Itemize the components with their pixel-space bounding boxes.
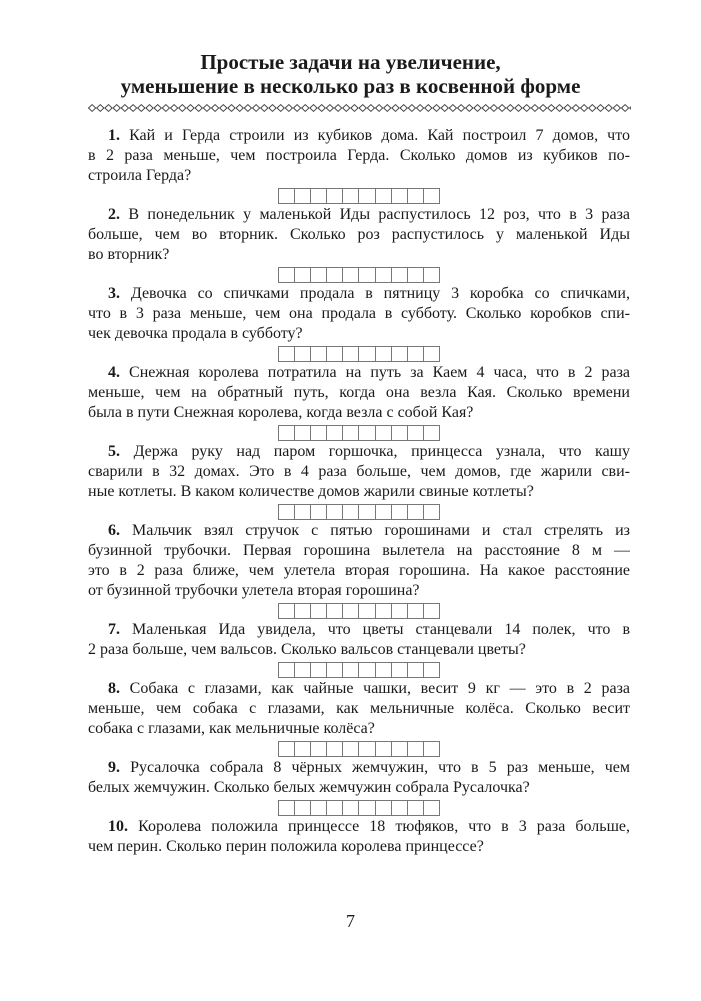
answer-cell[interactable] xyxy=(392,663,408,677)
problem-text: сварили в 32 домах. Это в 4 раза больше, чем домов, где жарили сви- xyxy=(88,463,630,480)
problem-number: 2. xyxy=(108,206,120,223)
answer-cell[interactable] xyxy=(392,801,408,815)
problem-number: 7. xyxy=(108,621,120,638)
answer-cell[interactable] xyxy=(279,426,295,440)
problem-list xyxy=(88,126,630,857)
problem-text-line xyxy=(88,817,630,837)
answer-cell[interactable] xyxy=(327,268,343,282)
answer-cell[interactable] xyxy=(311,663,327,677)
answer-cell[interactable] xyxy=(376,189,392,203)
problem-text-line xyxy=(88,166,630,186)
answer-cell[interactable] xyxy=(424,801,439,815)
problem-text: Девочка со спичками продала в пятницу 3 коробка со спичками, xyxy=(130,285,630,302)
problem-text-line xyxy=(88,304,630,324)
answer-cell[interactable] xyxy=(408,604,424,618)
answer-cell[interactable] xyxy=(279,663,295,677)
problem xyxy=(88,284,630,362)
answer-cell[interactable] xyxy=(359,189,375,203)
answer-boxes[interactable] xyxy=(278,188,440,204)
answer-cell[interactable] xyxy=(392,604,408,618)
answer-cell[interactable] xyxy=(392,505,408,519)
answer-cell[interactable] xyxy=(424,426,439,440)
answer-cell[interactable] xyxy=(424,189,439,203)
problem xyxy=(88,679,630,757)
problem-number: 10. xyxy=(108,818,128,835)
answer-cell[interactable] xyxy=(408,268,424,282)
problem-text-line xyxy=(88,205,630,225)
problem xyxy=(88,521,630,619)
problem-text: строила Герда? xyxy=(88,167,192,184)
answer-boxes[interactable] xyxy=(278,346,440,362)
problem-number: 3. xyxy=(108,285,120,302)
problem-text-line xyxy=(88,383,630,403)
answer-cell[interactable] xyxy=(424,742,439,756)
answer-cell[interactable] xyxy=(311,801,327,815)
answer-cell[interactable] xyxy=(343,604,359,618)
problem-number: 4. xyxy=(108,364,120,381)
problem-text: меньше, чем на обратный путь, когда она везла Кая. Сколько времени xyxy=(88,384,630,401)
problem-text: Собака с глазами, как чайные чашки, весит 9 кг — это в 2 раза xyxy=(129,680,630,697)
answer-cell[interactable] xyxy=(327,742,343,756)
answer-cell[interactable] xyxy=(376,347,392,361)
answer-cell[interactable] xyxy=(359,426,375,440)
answer-cell[interactable] xyxy=(424,663,439,677)
answer-cell[interactable] xyxy=(408,189,424,203)
answer-cell[interactable] xyxy=(376,505,392,519)
problem-number: 9. xyxy=(108,759,120,776)
problem-text: Королева положила принцессе 18 тюфяков, что в 3 раза больше, xyxy=(138,818,630,835)
problem xyxy=(88,205,630,283)
answer-cell[interactable] xyxy=(327,801,343,815)
problem-text: бузинной трубочки. Первая горошина вылетела на расстояние 8 м — xyxy=(88,542,630,559)
problem-text: белых жемчужин. Сколько белых жемчужин собрала Русалочка? xyxy=(88,779,530,796)
problem-text-line xyxy=(88,837,630,857)
problem-text: от бузинной трубочки улетела вторая горошина? xyxy=(88,582,420,599)
answer-boxes[interactable] xyxy=(278,425,440,441)
answer-cell[interactable] xyxy=(424,604,439,618)
problem-number: 6. xyxy=(108,522,120,539)
problem xyxy=(88,817,630,857)
problem xyxy=(88,442,630,520)
answer-cell[interactable] xyxy=(408,426,424,440)
answer-cell[interactable] xyxy=(295,268,311,282)
problem-text: собака с глазами, как мельничные колёса? xyxy=(88,720,375,737)
problem-text-line xyxy=(88,679,630,699)
answer-cell[interactable] xyxy=(295,426,311,440)
problem-text: Кай и Герда строили из кубиков дома. Кай построил 7 домов, что xyxy=(129,127,630,144)
problem-text: чем перин. Сколько перин положила королева принцессе? xyxy=(88,838,484,855)
answer-cell[interactable] xyxy=(311,426,327,440)
answer-boxes[interactable] xyxy=(278,603,440,619)
answer-cell[interactable] xyxy=(311,505,327,519)
problem-text-line xyxy=(88,561,630,581)
answer-cell[interactable] xyxy=(295,801,311,815)
problem-text: во вторник? xyxy=(88,246,170,263)
problem-text: в 2 раза меньше, чем построила Герда. Сколько домов из кубиков по- xyxy=(88,147,630,164)
title-line: уменьшение в несколько раз в косвенной форме xyxy=(120,74,581,98)
answer-cell[interactable] xyxy=(279,268,295,282)
problem-text-line xyxy=(88,363,630,383)
answer-cell[interactable] xyxy=(424,268,439,282)
answer-cell[interactable] xyxy=(295,604,311,618)
answer-cell[interactable] xyxy=(392,426,408,440)
answer-cell[interactable] xyxy=(359,347,375,361)
answer-cell[interactable] xyxy=(327,505,343,519)
problem-text-line xyxy=(88,541,630,561)
problem-text-line xyxy=(88,403,630,423)
problem-text: Мальчик взял стручок с пятью горошинами и стал стрелять из xyxy=(132,522,630,539)
answer-boxes[interactable] xyxy=(278,662,440,678)
answer-cell[interactable] xyxy=(376,426,392,440)
problem-text: В понедельник у маленькой Иды распустилось 12 роз, что в 3 раза xyxy=(128,206,630,223)
problem-text-line xyxy=(88,324,630,344)
problem-text-line xyxy=(88,225,630,245)
problem-text: ные котлеты. В каком количестве домов жарили свиные котлеты? xyxy=(88,483,534,500)
problem xyxy=(88,363,630,441)
problem-text-line xyxy=(88,699,630,719)
answer-cell[interactable] xyxy=(327,189,343,203)
page-title xyxy=(0,50,701,98)
answer-cell[interactable] xyxy=(343,426,359,440)
answer-cell[interactable] xyxy=(408,801,424,815)
problem-text-line xyxy=(88,758,630,778)
answer-cell[interactable] xyxy=(343,268,359,282)
answer-cell[interactable] xyxy=(392,189,408,203)
problem-text: меньше, чем собака с глазами, как мельничные колёса. Сколько весит xyxy=(88,700,630,717)
answer-cell[interactable] xyxy=(295,189,311,203)
problem-text: 2 раза больше, чем вальсов. Сколько вальсов станцевали цветы? xyxy=(88,641,526,658)
answer-cell[interactable] xyxy=(359,604,375,618)
answer-cell[interactable] xyxy=(343,801,359,815)
answer-cell[interactable] xyxy=(343,742,359,756)
answer-cell[interactable] xyxy=(343,505,359,519)
problem-text: Русалочка собрала 8 чёрных жемчужин, что в 5 раз меньше, чем xyxy=(130,759,630,776)
answer-cell[interactable] xyxy=(359,801,375,815)
answer-cell[interactable] xyxy=(279,505,295,519)
answer-cell[interactable] xyxy=(408,663,424,677)
answer-boxes[interactable] xyxy=(278,504,440,520)
answer-cell[interactable] xyxy=(424,505,439,519)
problem-text-line xyxy=(88,462,630,482)
answer-cell[interactable] xyxy=(279,801,295,815)
problem-text: была в пути Снежная королева, когда везла с собой Кая? xyxy=(88,404,474,421)
answer-cell[interactable] xyxy=(311,268,327,282)
problem-text: Снежная королева потратила на путь за Каем 4 часа, что в 2 раза xyxy=(129,364,630,381)
problem-text-line xyxy=(88,620,630,640)
problem-text: больше, чем во вторник. Сколько роз распустилось у маленькой Иды xyxy=(88,226,630,243)
problem-text-line xyxy=(88,126,630,146)
problem xyxy=(88,620,630,678)
problem-number: 1. xyxy=(108,127,120,144)
answer-cell[interactable] xyxy=(327,663,343,677)
answer-cell[interactable] xyxy=(408,742,424,756)
diamond-ornament-divider xyxy=(88,104,631,112)
answer-cell[interactable] xyxy=(376,742,392,756)
problem-text: чек девочка продала в субботу? xyxy=(88,325,303,342)
answer-cell[interactable] xyxy=(311,347,327,361)
problem-text-line xyxy=(88,778,630,798)
answer-cell[interactable] xyxy=(376,268,392,282)
answer-cell[interactable] xyxy=(392,268,408,282)
answer-cell[interactable] xyxy=(311,604,327,618)
problem-text: что в 3 раза меньше, чем она продала в субботу. Сколько коробков спи- xyxy=(88,305,630,322)
problem xyxy=(88,758,630,816)
answer-cell[interactable] xyxy=(311,742,327,756)
answer-cell[interactable] xyxy=(359,268,375,282)
problem-text: Маленькая Ида увидела, что цветы станцевали 14 полек, что в xyxy=(132,621,630,638)
problem-text: Держа руку над паром горшочка, принцесса узнала, что кашу xyxy=(133,443,630,460)
answer-cell[interactable] xyxy=(359,663,375,677)
answer-cell[interactable] xyxy=(343,347,359,361)
page-number: 7 xyxy=(346,911,355,931)
problem-number: 8. xyxy=(108,680,120,697)
problem-text-line xyxy=(88,640,630,660)
problem-text-line xyxy=(88,146,630,166)
answer-cell[interactable] xyxy=(408,347,424,361)
problem-text-line xyxy=(88,719,630,739)
answer-cell[interactable] xyxy=(392,347,408,361)
answer-cell[interactable] xyxy=(359,742,375,756)
answer-cell[interactable] xyxy=(408,505,424,519)
answer-cell[interactable] xyxy=(343,189,359,203)
answer-cell[interactable] xyxy=(376,801,392,815)
problem-text-line xyxy=(88,442,630,462)
problem-text: это в 2 раза ближе, чем улетела вторая горошина. На какое расстояние xyxy=(88,562,630,579)
answer-cell[interactable] xyxy=(295,347,311,361)
problem-text-line xyxy=(88,581,630,601)
problem-number: 5. xyxy=(108,443,120,460)
answer-cell[interactable] xyxy=(424,347,439,361)
problem-text-line xyxy=(88,482,630,502)
answer-boxes[interactable] xyxy=(278,741,440,757)
answer-cell[interactable] xyxy=(279,604,295,618)
answer-cell[interactable] xyxy=(295,742,311,756)
problem xyxy=(88,126,630,204)
problem-text-line xyxy=(88,521,630,541)
answer-cell[interactable] xyxy=(327,604,343,618)
problem-text-line xyxy=(88,245,630,265)
answer-cell[interactable] xyxy=(376,663,392,677)
answer-cell[interactable] xyxy=(327,426,343,440)
answer-cell[interactable] xyxy=(279,742,295,756)
answer-cell[interactable] xyxy=(327,347,343,361)
answer-cell[interactable] xyxy=(295,505,311,519)
title-line: Простые задачи на увеличение, xyxy=(200,50,501,74)
answer-cell[interactable] xyxy=(311,189,327,203)
answer-cell[interactable] xyxy=(343,663,359,677)
answer-cell[interactable] xyxy=(279,189,295,203)
problem-text-line xyxy=(88,284,630,304)
answer-cell[interactable] xyxy=(376,604,392,618)
answer-cell[interactable] xyxy=(279,347,295,361)
answer-cell[interactable] xyxy=(295,663,311,677)
answer-cell[interactable] xyxy=(392,742,408,756)
answer-boxes[interactable] xyxy=(278,267,440,283)
answer-cell[interactable] xyxy=(359,505,375,519)
answer-boxes[interactable] xyxy=(278,800,440,816)
